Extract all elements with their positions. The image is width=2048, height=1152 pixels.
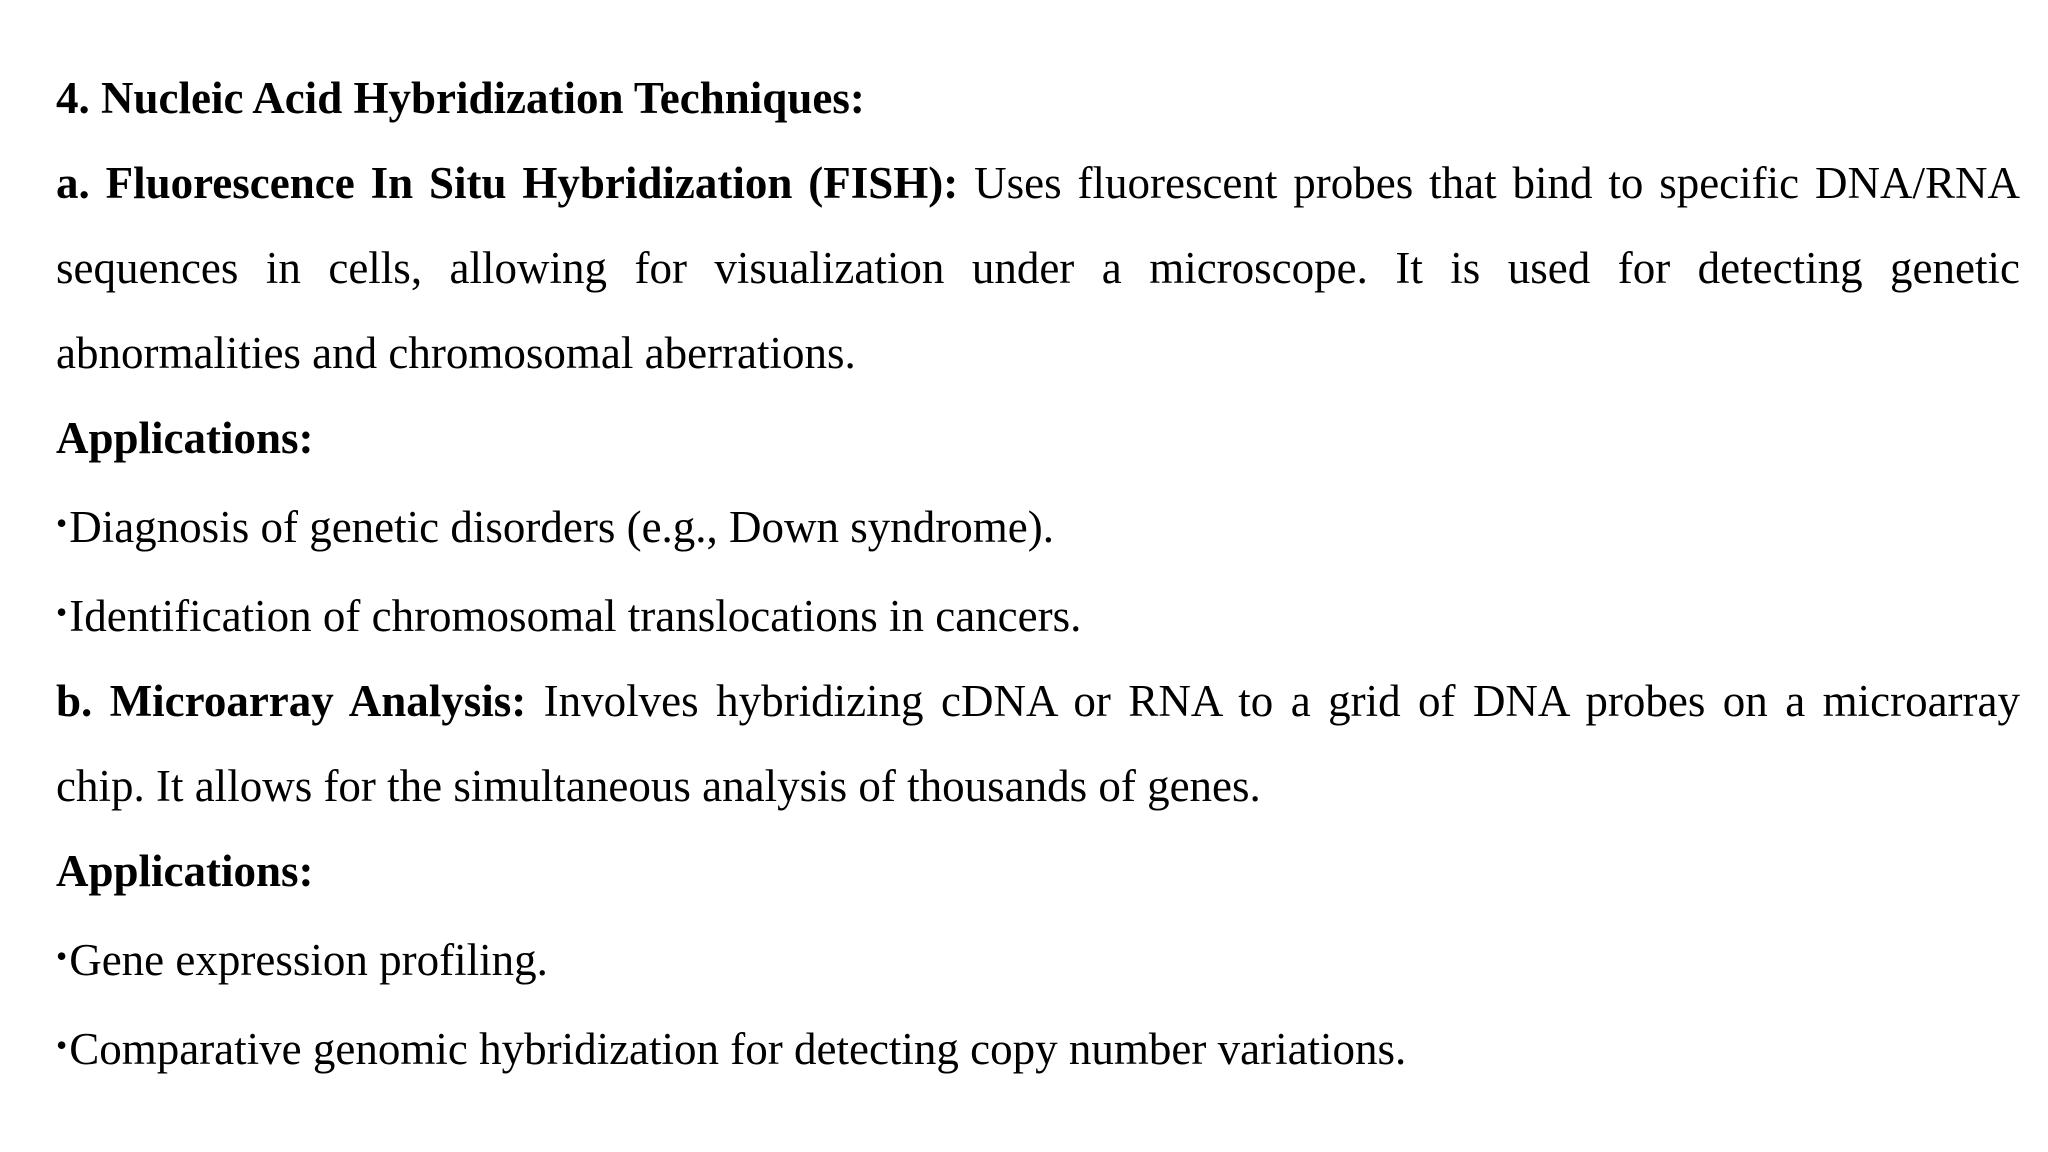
list-item xyxy=(56,570,2020,659)
bullet-icon: • xyxy=(56,505,68,541)
document-page xyxy=(56,56,2020,1092)
fish-description: Uses fluorescent probes that bind to specific DNA/RNA sequences in cells, allowing for visualization under a microscope. It is used for detecting genetic abnormalities and chromosomal aberrations. xyxy=(56,158,2020,378)
list-item xyxy=(56,914,2020,1003)
list-item-text: Comparative genomic hybridization for detecting copy number variations. xyxy=(69,1024,1407,1074)
bullet-icon: • xyxy=(56,594,68,630)
section-heading: 4. Nucleic Acid Hybridization Techniques: xyxy=(56,73,865,123)
fish-paragraph xyxy=(56,141,2020,396)
bullet-icon: • xyxy=(56,1027,68,1063)
list-item xyxy=(56,1003,2020,1092)
microarray-title: b. Microarray Analysis: xyxy=(56,676,527,726)
list-item-text: Identification of chromosomal translocations in cancers. xyxy=(69,591,1082,641)
microarray-description: Involves hybridizing cDNA or RNA to a grid of DNA probes on a microarray chip. It allows for the simultaneous analysis of thousands of genes. xyxy=(56,676,2020,811)
microarray-paragraph xyxy=(56,659,2020,829)
fish-title: a. Fluorescence In Situ Hybridization (FISH): xyxy=(56,158,959,208)
bullet-icon: • xyxy=(56,938,68,974)
fish-applications-label: Applications: xyxy=(56,413,314,463)
microarray-applications-label: Applications: xyxy=(56,846,314,896)
list-item-text: Gene expression profiling. xyxy=(69,935,548,985)
list-item xyxy=(56,481,2020,570)
list-item-text: Diagnosis of genetic disorders (e.g., Down syndrome). xyxy=(69,502,1054,552)
